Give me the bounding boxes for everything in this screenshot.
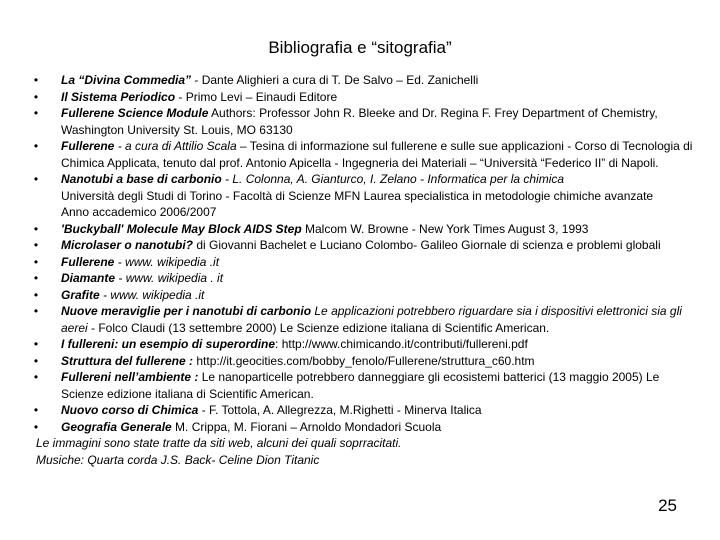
list-item-b: Grafite [61, 287, 100, 302]
bullet-icon: • [33, 172, 39, 186]
list-item-t: : http://www.chimicando.it/contributi/fullereni.pdf [275, 337, 528, 351]
list-item-t: Authors: Professor John R. Bleeke and Dr. Regina F. Frey Department of Chemistry, Washington University St. Louis, MO 63130 [61, 106, 658, 137]
bullet-icon: • [33, 73, 39, 87]
list-item-b: Geografia Generale [61, 419, 172, 434]
list-item-b: Diamante [61, 271, 116, 285]
list-item-i: - www. wikipedia .it [99, 287, 205, 302]
page-number: 25 [658, 496, 677, 515]
list-item [30, 419, 700, 436]
list-item-i: - L. Colonna, A. Gianturco, I. Zelano - Informatica per la chimica [221, 172, 565, 186]
bullet-icon: • [33, 106, 39, 120]
bullet-icon: • [33, 337, 39, 351]
list-item [30, 336, 700, 353]
list-item [30, 270, 700, 287]
list-item [30, 171, 700, 221]
bibliography-list [30, 72, 700, 435]
list-item-b: Fullerene [61, 139, 115, 153]
list-item-i: - www. wikipedia .it [114, 254, 220, 269]
list-item-b: La “Divina Commedia” [61, 73, 192, 87]
list-item-t: - F. Tottola, A. Allegrezza, M.Righetti - Minerva Italica [198, 403, 482, 417]
list-item [30, 89, 700, 106]
list-item-b: Struttura del fullerene : [61, 353, 194, 368]
list-item [30, 254, 700, 271]
list-item [30, 221, 700, 238]
list-item-i: - a cura di Attilio Scala [114, 139, 237, 153]
list-item [30, 402, 700, 419]
list-item-t: - Dante Alighieri a cura di T. De Salvo – Ed. Zanichelli [191, 73, 479, 87]
list-item-t2: Università degli Studi di Torino - Facoltà di Scienze MFN Laurea specialistica in metodologie chimiche avanzate [61, 188, 654, 203]
list-item-b: Nuove meraviglie per i nanotubi di carbonio [61, 304, 312, 318]
list-item-b: Nuovo corso di Chimica [61, 403, 199, 417]
list-item-t: - Primo Levi – Einaudi Editore [178, 89, 338, 104]
list-item-b: I fullereni: un esempio di superordine [61, 337, 276, 351]
bullet-icon: • [33, 353, 39, 368]
footer-notes [36, 435, 656, 468]
list-item-t: - Folco Claudi (13 settembre 2000) Le Scienze edizione italiana di Scientific American. [87, 320, 550, 335]
bullet-icon: • [33, 254, 39, 269]
footer-line: Musiche: Quarta corda J.S. Back- Celine Dion Titanic [36, 452, 320, 467]
list-item-t: http://it.geocities.com/bobby_fenolo/Fullerene/struttura_c60.htm [193, 353, 535, 368]
list-item-b: 'Buckyball' Molecule May Block AIDS Step [61, 221, 302, 236]
list-item-i: - www. wikipedia . it [115, 271, 224, 285]
bullet-icon: • [33, 403, 39, 417]
list-item-t: – Tesina di informazione sul fullerene e sulle sue applicazioni - Corso di Tecnologia di Chimica Applicata, tenuto dal prof. Antonio Apicella - Ingegneria dei Materiali – “Università “Federico II” di Napoli. [61, 139, 693, 170]
bullet-icon: • [33, 304, 39, 318]
list-item-i: Le applicazioni potrebbero riguardare sia i dispositivi elettronici sia gli aerei [61, 304, 682, 335]
list-item-b: Nanotubi a base di carbonio [61, 172, 222, 186]
list-item [30, 237, 700, 254]
list-item-b: Il Sistema Periodico [61, 89, 179, 104]
list-item-t: di Giovanni Bachelet e Luciano Colombo- Galileo Giornale di scienza e problemi globali [193, 238, 661, 252]
list-item-b: Fullereni nell’ambiente : [61, 370, 199, 384]
list-item-t3: Anno accademico 2006/2007 [61, 205, 217, 219]
list-item-b: Fullerene [61, 254, 115, 269]
bullet-icon: • [33, 419, 39, 434]
bullet-icon: • [33, 139, 39, 153]
list-item [30, 72, 700, 89]
list-item [30, 303, 700, 336]
list-item-t: Malcom W. Browne - New York Times August 3, 1993 [301, 221, 589, 236]
bullet-icon: • [33, 370, 39, 384]
bullet-icon: • [33, 271, 39, 285]
bullet-icon: • [33, 221, 39, 236]
list-item-t: M. Crippa, M. Fiorani – Arnoldo Mondadori Scuola [171, 419, 442, 434]
list-item [30, 105, 700, 138]
slide-title: Bibliografia e “sitografia” [268, 38, 452, 57]
footer-line: Le immagini sono state tratte da siti web, alcuni dei quali soprracitati. [36, 436, 402, 450]
bullet-icon: • [33, 287, 39, 302]
list-item [30, 353, 700, 370]
list-item-t: Le nanoparticelle potrebbero danneggiare gli ecosistemi batterici (13 maggio 2005) Le Scienze edizione italiana di Scientific American. [61, 370, 660, 401]
list-item-b: Microlaser o nanotubi? [61, 238, 194, 252]
list-item [30, 138, 700, 171]
bullet-icon: • [33, 89, 39, 104]
list-item [30, 369, 700, 402]
bullet-icon: • [33, 238, 39, 252]
list-item-b: Fullerene Science Module [61, 106, 209, 120]
list-item [30, 287, 700, 304]
